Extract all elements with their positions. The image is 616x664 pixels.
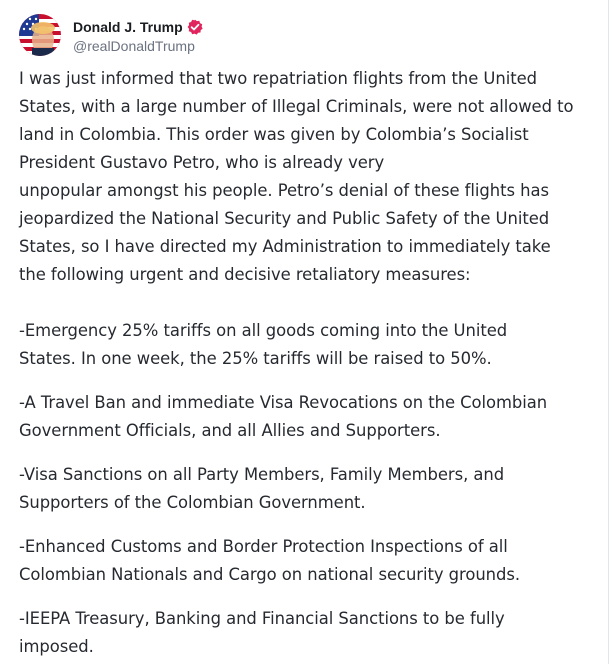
post-text-line: -IEEPA Treasury, Banking and Financial Sanctions to be fully	[19, 609, 505, 628]
post-text-line: -A Travel Ban and immediate Visa Revocations on the Colombian	[19, 393, 548, 412]
post-text-line: imposed.	[19, 637, 94, 656]
author-display-name[interactable]: Donald J. Trump	[73, 18, 183, 35]
post-text-line: States. In one week, the 25% tariffs will be raised to 50%.	[19, 349, 492, 368]
author-handle[interactable]: @realDonaldTrump	[73, 37, 195, 54]
avatar-flag-portrait-icon	[19, 14, 61, 56]
post-paragraph-intro	[19, 65, 599, 289]
post-text-line: President Gustavo Petro, who is already very	[19, 153, 385, 172]
post-text-line: States, so I have directed my Administration to immediately take	[19, 237, 551, 256]
post-text-line: Supporters of the Colombian Government.	[19, 493, 366, 512]
post-header	[19, 13, 203, 57]
post-paragraph-tariffs	[19, 317, 599, 373]
post-text-line: -Enhanced Customs and Border Protection Inspections of all	[19, 537, 508, 556]
post-text-line: -Visa Sanctions on all Party Members, Family Members, and	[19, 465, 505, 484]
post-text-line: I was just informed that two repatriation flights from the United	[19, 69, 537, 88]
post-paragraph-travel-ban	[19, 389, 599, 445]
post-paragraph-ieepa	[19, 605, 599, 661]
post-text-line: jeopardized the National Security and Public Safety of the United	[19, 209, 550, 228]
post-text-line: -Emergency 25% tariffs on all goods coming into the United	[19, 321, 508, 340]
post-text-line: unpopular amongst his people. Petro’s denial of these flights has	[19, 181, 549, 200]
avatar[interactable]	[19, 14, 61, 56]
post-text-line: land in Colombia. This order was given by Colombia’s Socialist	[19, 125, 529, 144]
post-body	[19, 65, 599, 661]
post-paragraph-visa-sanctions	[19, 461, 599, 517]
post-text-line: Government Officials, and all Allies and Supporters.	[19, 421, 441, 440]
post-text-line: the following urgent and decisive retaliatory measures:	[19, 265, 471, 284]
post-paragraph-customs	[19, 533, 599, 589]
verified-badge-icon	[187, 19, 203, 35]
post-text-line: Colombian Nationals and Cargo on national security grounds.	[19, 565, 521, 584]
author-name-row	[73, 17, 203, 37]
author-info	[73, 17, 203, 54]
post-text-line: States, with a large number of Illegal Criminals, were not allowed to	[19, 97, 574, 116]
